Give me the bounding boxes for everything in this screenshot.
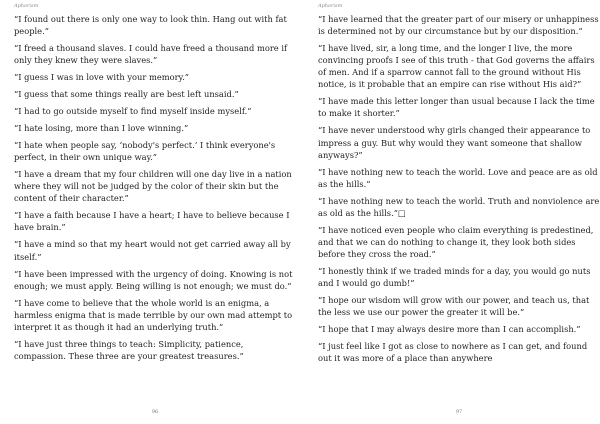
quote: “I hope that I may always desire more than I can accomplish.” xyxy=(318,324,581,335)
quote: “I have never understood why girls changed their appearance to impress a guy. But why would they want someone that shallow anyways?” xyxy=(318,125,591,160)
quote: “I have just three things to teach: Simplicity, patience, compassion. These three are your greatest treasures.” xyxy=(14,338,244,361)
quote: “I have a faith because I have a heart; I have to believe because I have brain.” xyxy=(14,210,290,233)
quote: “I hate losing, more than I love winning.” xyxy=(14,123,189,134)
quote: “I just feel like I got as close to nowhere as I can get, and found out it was more of a place than anywhere xyxy=(318,341,588,364)
quote: “I have learned that the greater part of our misery or unhappiness is determined not by our circumstance but by our disposition.” xyxy=(318,14,599,37)
quote: “I had to go outside myself to find myself inside myself.” xyxy=(14,106,252,117)
quote-list xyxy=(14,13,296,367)
right-page xyxy=(318,0,600,424)
quote: “I honestly think if we traded minds for a day, you would go nuts and I would go dumb!” xyxy=(318,265,591,289)
quote: “I guess that some things really are best left unsaid.” xyxy=(14,89,239,100)
quote: “I guess I was in love with your memory.” xyxy=(14,72,190,83)
page-number: 97 xyxy=(455,409,463,415)
quote: “I found out there is only one way to look thin. Hang out with fat people.” xyxy=(14,14,287,37)
quote: “I have been impressed with the urgency of doing. Knowing is not enough; we must apply. Being willing is not enough; we must do.” xyxy=(14,268,293,291)
quote: “I have a dream that my four children will one day live in a nation where they will not be judged by the color of their skin but the content of their character.” xyxy=(14,169,292,204)
quote-list xyxy=(318,13,600,369)
quote: “I have nothing new to teach the world. Love and peace are as old as the hills.” xyxy=(318,166,598,189)
quote: “I have a mind so that my heart would not get carried away all by itself.” xyxy=(14,239,291,262)
quote: “I hope our wisdom will grow with our power, and teach us, that the less we use our power the greater it will be.” xyxy=(318,295,590,318)
quote: “I hate when people say, ‘nobody's perfect.’ I think everyone's perfect, in their own unique way.” xyxy=(14,140,276,163)
page-number: 96 xyxy=(151,409,159,415)
quote: “I have made this letter longer than usual because I lack the time to make it shorter.” xyxy=(318,96,595,119)
quote: “I have lived, sir, a long time, and the longer I live, the more convincing proofs I see of this truth - that God governs the affairs of men. And if a sparrow cannot fall to the ground without His notice, is it probable that an empire can rise without His aid?” xyxy=(318,43,595,90)
quote: “I have come to believe that the whole world is an enigma, a harmless enigma that is made terrible by our own mad attempt to interpret it as though it had an underlying truth.” xyxy=(14,297,293,332)
running-header: Aphorism xyxy=(318,3,343,9)
left-page xyxy=(14,0,296,424)
quote: “I have noticed even people who claim everything is predestined, and that we can do nothing to change it, they look both sides before they cross the road.” xyxy=(318,224,594,259)
running-header: Aphorism xyxy=(14,3,39,9)
quote: “I have nothing new to teach the world. Truth and nonviolence are as old as the hills.”□ xyxy=(318,195,600,218)
quote: “I freed a thousand slaves. I could have freed a thousand more if only they knew they were slaves.” xyxy=(14,43,288,66)
